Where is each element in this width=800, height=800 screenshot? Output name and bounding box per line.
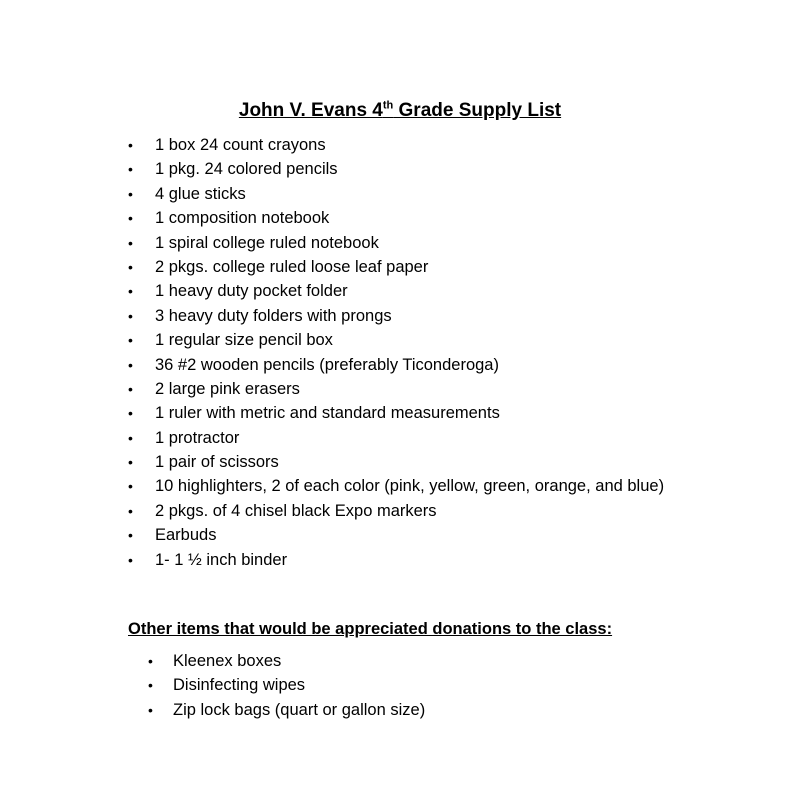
bullet-icon: • [128, 258, 133, 275]
bullet-icon: • [128, 454, 133, 471]
list-item-text: 3 heavy duty folders with prongs [155, 306, 392, 325]
bullet-icon: • [128, 185, 133, 202]
list-item-text: 1 protractor [155, 428, 240, 447]
page-title [0, 100, 800, 122]
bullet-icon: • [128, 307, 133, 324]
list-item-text: Kleenex boxes [173, 652, 282, 670]
bullet-icon: • [128, 551, 133, 568]
list-item-text: 2 large pink erasers [155, 379, 300, 398]
list-item-text: 2 pkgs. college ruled loose leaf paper [155, 257, 429, 276]
title-prefix: John V. Evans 4 [238, 100, 383, 121]
list-item-text: Earbuds [155, 526, 217, 545]
title-superscript: th [382, 99, 394, 112]
bullet-icon: • [128, 234, 133, 251]
bullet-icon: • [128, 356, 133, 373]
bullet-icon: • [128, 380, 133, 397]
bullet-icon: • [128, 332, 133, 349]
bullet-icon: • [128, 527, 133, 544]
title-suffix: Grade Supply List [393, 100, 562, 121]
list-item-text: 1- 1 ½ inch binder [155, 550, 288, 569]
list-item-text: 1 spiral college ruled notebook [155, 233, 379, 252]
list-item-text: 1 ruler with metric and standard measurements [155, 404, 500, 423]
list-item-text: 1 pkg. 24 colored pencils [155, 160, 338, 179]
list-item-text: 4 glue sticks [155, 184, 246, 203]
list-item-text: 1 heavy duty pocket folder [155, 282, 348, 301]
bullet-icon: • [148, 653, 153, 669]
list-item-text: 1 composition notebook [155, 209, 330, 228]
bullet-icon: • [128, 137, 133, 153]
bullet-icon: • [128, 429, 133, 446]
bullet-icon: • [148, 701, 153, 718]
list-item-text: 36 #2 wooden pencils (preferably Ticonderoga) [155, 355, 499, 374]
bullet-icon: • [128, 405, 133, 422]
list-item-text: Disinfecting wipes [173, 676, 306, 695]
list-item-text: 2 pkgs. of 4 chisel black Expo markers [155, 501, 437, 520]
bullet-icon: • [128, 283, 133, 300]
bullet-icon: • [128, 502, 133, 519]
list-item-text: 1 pair of scissors [155, 453, 279, 472]
list-item-text: 1 box 24 count crayons [155, 136, 326, 154]
bullet-icon: • [128, 478, 133, 495]
list-item-text: 10 highlighters, 2 of each color (pink, yellow, green, orange, and blue) [155, 477, 665, 496]
list-item-text: 1 regular size pencil box [155, 331, 333, 350]
donation-heading: Other items that would be appreciated donations to the class: [128, 620, 613, 638]
bullet-icon: • [128, 210, 133, 227]
bullet-icon: • [148, 677, 153, 694]
list-item-text: Zip lock bags (quart or gallon size) [173, 700, 426, 719]
bullet-icon: • [128, 161, 133, 178]
